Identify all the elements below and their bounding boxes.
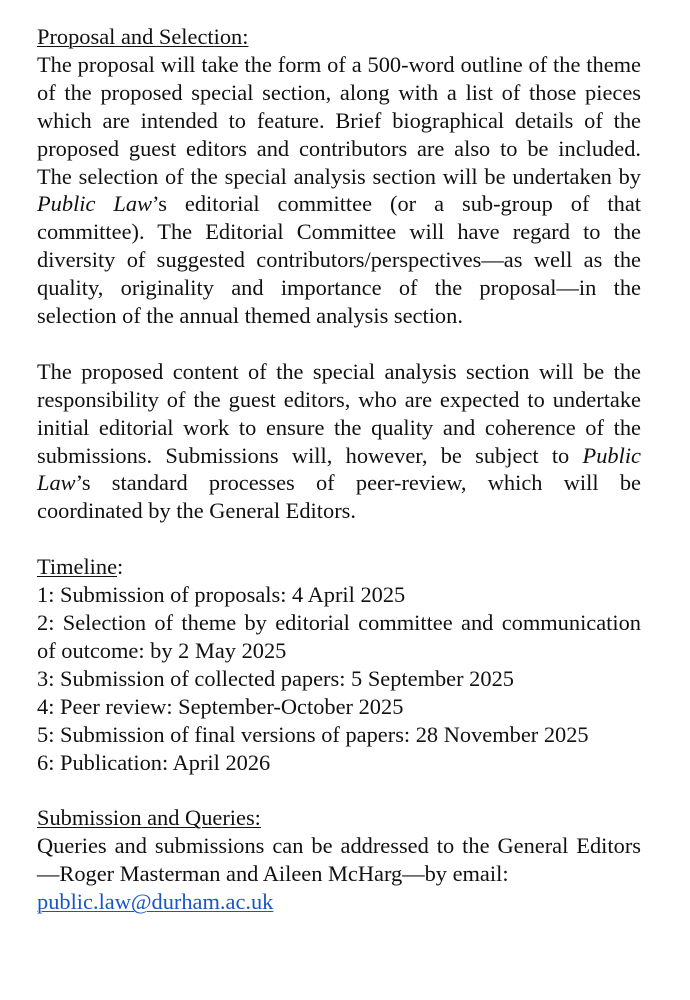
proposal-p1-text-b: ’s editorial committee (or a sub-group of that committee). The Editorial Committee will have regard to the diversity of suggested contributors/perspectives—as well as the quality, originality and importance of the proposal—in the selection of the annual themed analysis section. bbox=[37, 191, 641, 329]
timeline-list bbox=[37, 581, 641, 776]
paragraph-gap bbox=[37, 330, 641, 358]
proposal-paragraph-2 bbox=[37, 358, 641, 525]
timeline-item-4: 4: Peer review: September-October 2025 bbox=[37, 693, 404, 719]
timeline-item-6: 6: Publication: April 2026 bbox=[37, 749, 271, 775]
submission-paragraph: Queries and submissions can be addressed to the General Editors—Roger Masterman and Aileen McHarg—by email: bbox=[37, 833, 641, 887]
timeline-item-3: 3: Submission of collected papers: 5 September 2025 bbox=[37, 665, 514, 691]
submission-heading: Submission and Queries: bbox=[37, 805, 261, 831]
journal-name-2: Public Law bbox=[37, 442, 641, 496]
timeline-item-5: 5: Submission of final versions of papers: 28 November 2025 bbox=[37, 721, 589, 747]
paragraph-gap bbox=[37, 776, 641, 804]
proposal-paragraph-1 bbox=[37, 51, 641, 330]
proposal-p2-text-a: The proposed content of the special analysis section will be the responsibility of the guest editors, who are expected to undertake initial editorial work to ensure the quality and coherence of the submissions. Submissions will, however, be subject to bbox=[37, 358, 641, 468]
document-body bbox=[37, 23, 641, 916]
timeline-heading: Timeline bbox=[37, 554, 118, 580]
paragraph-gap bbox=[37, 525, 641, 553]
email-link[interactable]: public.law@durham.ac.uk bbox=[37, 889, 274, 915]
journal-name: Public Law bbox=[37, 191, 153, 217]
proposal-p1-text-a: The proposal will take the form of a 500-word outline of the theme of the proposed special section, along with a list of those pieces which are intended to feature. Brief biographical details of the proposed guest editors and contributors are also to be included. The selection of the special analysis section will be undertaken by bbox=[37, 51, 641, 189]
timeline-item-1: 1: Submission of proposals: 4 April 2025 bbox=[37, 582, 406, 608]
timeline-heading-colon: : bbox=[117, 554, 124, 580]
timeline-item-2: 2: Selection of theme by editorial committee and communication of outcome: by 2 May 2025 bbox=[37, 610, 641, 663]
timeline-heading-line bbox=[37, 553, 641, 581]
proposal-p2-text-b: ’s standard processes of peer-review, which will be coordinated by the General Editors. bbox=[37, 470, 641, 524]
proposal-heading: Proposal and Selection: bbox=[37, 24, 249, 49]
